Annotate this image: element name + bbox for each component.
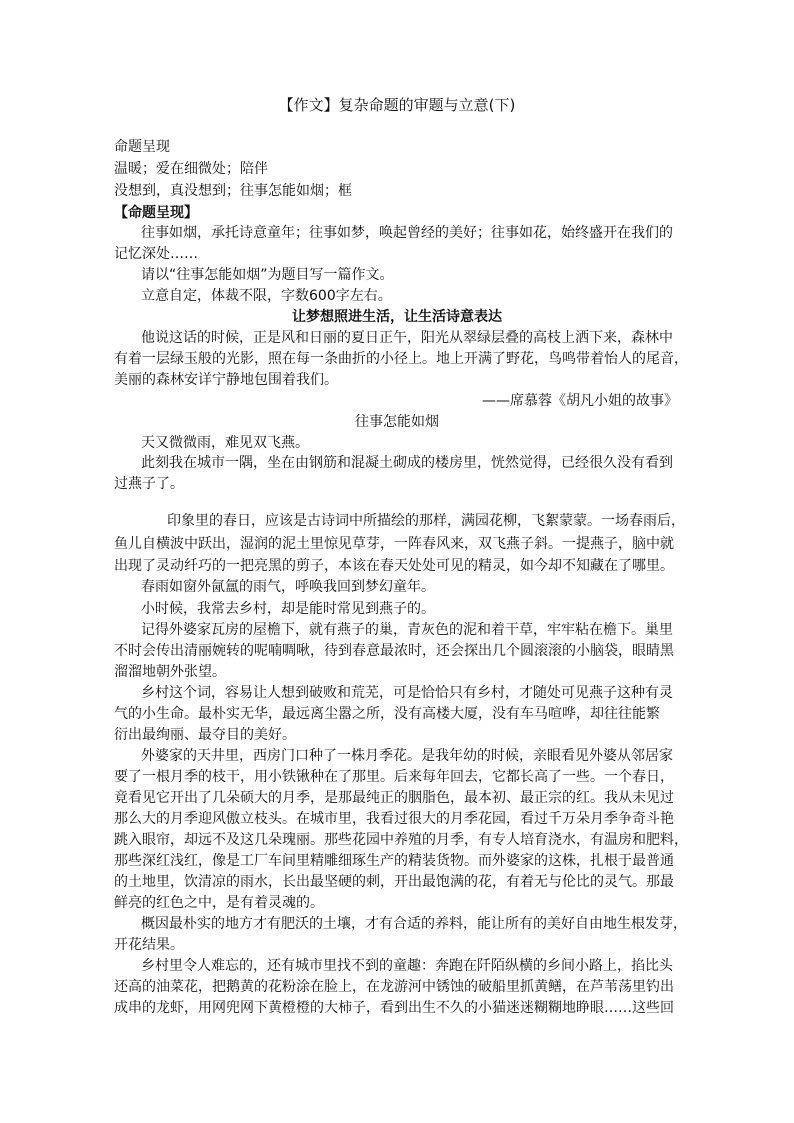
body-line: 记得外婆家瓦房的屋檐下，就有燕子的巢，青灰色的泥和着干草，牢牢粘在檐下。巢里 [141,622,673,638]
prompt-line: 请以“往事怎能如烟”为题目写一篇作文。 [141,267,394,283]
body-line: 乡村这个词，容易让人想到破败和荒芜，可是恰恰只有乡村，才随处可见燕子这种有灵 [141,685,673,701]
body-line: 那些深红浅红，像是工厂车间里精雕细琢生产的精装货物。而外婆家的这株，扎根于最普通 [114,853,674,869]
body-line: 跳入眼帘，却远不及这几朵瑰丽。那些花园中养殖的月季，有专人培育浇水，有温房和肥料， [114,832,688,848]
topic-line: 没想到，真没想到；往事怎能如烟；框 [114,183,352,199]
body-line: 鱼儿自横波中跃出，湿润的泥土里惊见草芽，一阵春风来，双飞燕子斜。一提燕子，脑中就 [114,536,674,552]
essay-title: 往事怎能如烟 [355,414,439,430]
quote-line: 他说这话的时候，正是风和日丽的夏日正午，阳光从翠绿层叠的高枝上洒下来，森林中 [141,330,673,346]
quote-source: ——席慕蓉《胡凡小姐的故事》 [482,393,678,409]
body-line: 春雨如窗外氤氲的雨气，呼唤我回到梦幻童年。 [141,579,435,595]
topic-line: 温暖；爱在细微处；陪伴 [114,161,268,177]
body-line: 衍出最绚丽、最夺目的美好。 [114,727,296,743]
body-line: 的土地里，饮清凉的雨水，长出最坚硬的刺，开出最饱满的花，有着无与伦比的灵气。那最 [114,874,674,890]
body-line: 开花结果。 [114,937,184,953]
prompt-line: 记忆深处…… [114,246,198,262]
body-line: 还高的油菜花，把鹅黄的花粉涂在脸上，在龙游河中锈蚀的破船里抓黄鳝，在芦苇荡里钓出 [114,979,674,995]
body-line: 乡村里令人难忘的，还有城市里找不到的童趣：奔跑在阡陌纵横的乡间小路上，掐比头 [141,958,673,974]
body-line: 气的小生命。最朴实无华，最远离尘嚣之所，没有高楼大厦，没有车马喧哗，却往往能繁 [114,706,660,722]
body-line: 那么大的月季迎风傲立枝头。在城市里，我看过很大的月季花园，看过千万朵月季争奇斗艳 [114,811,674,827]
body-line: 小时候，我常去乡村，却是能时常见到燕子的。 [141,601,435,617]
document-title: 【作文】复杂命题的审题与立意(下) [278,96,516,114]
quote-line: 有着一层绿玉般的光影，照在每一条曲折的小径上。地上开满了野花，鸟鸣带着怡人的尾音， [114,351,688,367]
section-heading: 【命题呈现】 [114,205,198,221]
body-line: 竟看见它开出了几朵硕大的月季，是那最纯正的胭脂色，最本初、最正宗的红。我从未见过 [114,790,674,806]
body-line: 要了一根月季的枝干，用小铁锹种在了那里。后来每年回去，它都长高了一些。一个春日， [114,769,674,785]
body-line: 过燕子了。 [114,476,184,492]
quote-line: 美丽的森林安详宁静地包围着我们。 [114,372,338,388]
body-line: 天又微微雨，难见双飞燕。 [141,435,309,451]
body-line: 印象里的春日，应该是古诗词中所描绘的那样，满园花柳，飞絮蒙蒙。一场春雨后， [167,513,685,529]
body-line: 外婆家的天井里，西房门口种了一株月季花。是我年幼的时候，亲眼看见外婆从邻居家 [141,748,673,764]
body-line: 成串的龙虾，用网兜网下黄橙橙的大柿子，看到出生不久的小猫迷迷糊糊地睁眼……这些回 [114,1000,674,1016]
essay-heading: 让梦想照进生活，让生活诗意表达 [292,309,502,325]
body-line: 鲜亮的红色之中，是有着灵魂的。 [114,895,324,911]
section-label: 命题呈现 [114,139,170,155]
body-line: 概因最朴实的地方才有肥沃的土壤，才有合适的养料，能让所有的美好自由地生根发芽， [141,916,687,932]
body-line: 此刻我在城市一隅，坐在由钢筋和混凝土砌成的楼房里，恍然觉得，已经很久没有看到 [141,455,673,471]
body-line: 不时会传出清丽婉转的呢喃啁啾，待到春意最浓时，还会探出几个圆滚滚的小脑袋，眼睛黑 [114,643,674,659]
prompt-line: 立意自定，体裁不限，字数600字左右。 [141,288,392,304]
prompt-line: 往事如烟，承托诗意童年；往事如梦，唤起曾经的美好；往事如花，始终盛开在我们的 [141,225,673,241]
body-line: 出现了灵动纤巧的一把亮黑的剪子，本该在春天处处可见的精灵，如今却不知藏在了哪里。 [114,558,674,574]
body-line: 溜溜地朝外张望。 [114,664,226,680]
